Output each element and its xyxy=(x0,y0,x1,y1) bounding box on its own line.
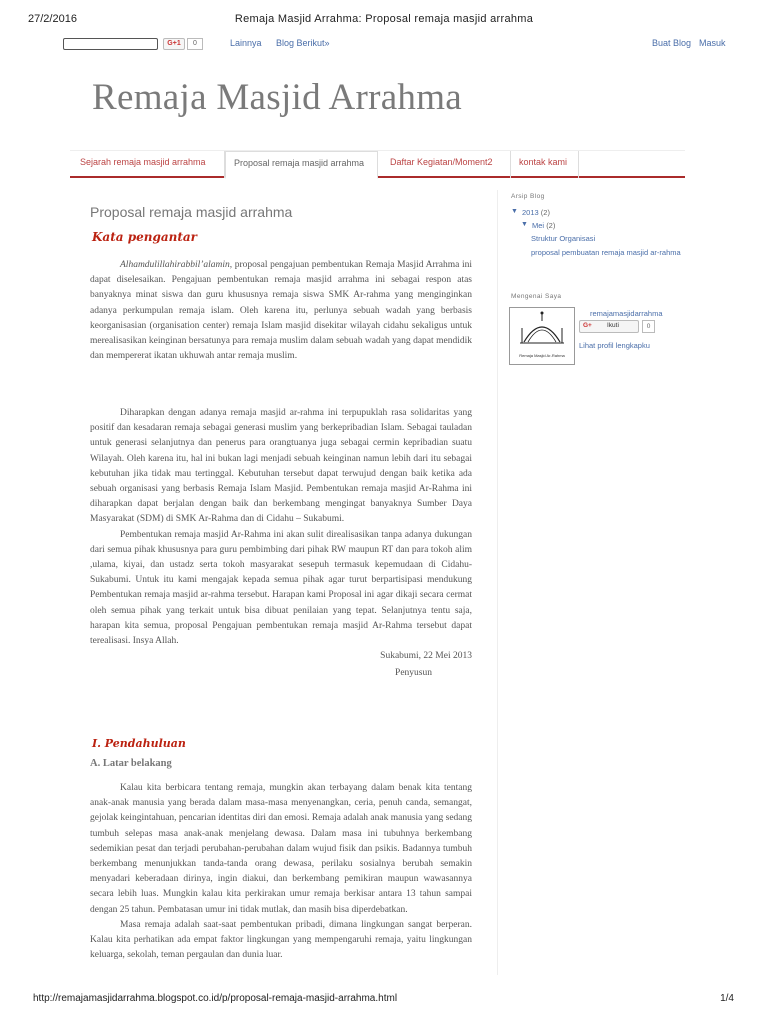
tab-proposal[interactable]: Proposal remaja masjid arrahma xyxy=(225,151,378,179)
archive-post-proposal[interactable]: proposal pembuatan remaja masjid ar-rahma xyxy=(531,248,681,257)
print-header xyxy=(0,13,768,27)
post-body-pendahuluan xyxy=(90,781,472,963)
more-link[interactable]: Lainnya xyxy=(230,38,262,48)
gplus-follow-icon: G+ xyxy=(583,322,592,329)
archive-year-count: (2) xyxy=(540,208,550,217)
archive-year-link[interactable] xyxy=(522,208,550,217)
expand-year-icon[interactable]: ▼ xyxy=(511,208,518,215)
paragraph-2: Diharapkan dengan adanya remaja masjid ar-rahma ini terpupuklah rasa solidaritas yang positif dan kesadaran remaja sebagai generasi muslim yang berkepribadian Islam. Sebagai tauladan untuk generasi selanjutnya dan penerus para orangtuanya juga sebagai cermin kepribadian suatu Wilayah. Oleh karena itu, hal ini bukan lagi menjadi sebuah keinginan namun lebih dari itu sebagai kebutuhan jika tidak mau tertinggal. Kebutuhan tersebut dapat terwujud dengan baik ketika ada sebuah organisasi yang berbasis Remaja Islam Masjid. Pembentukan remaja masjid Ar-Rahma ini diharapkan dapat berjalan dengan baik dan berkembang mengingat banyaknya Sumber Daya Masyarakat (SDM) di SMK Ar-Rahma dan di Cidahu – Sukabumi. xyxy=(90,408,472,525)
follow-button[interactable] xyxy=(579,320,639,333)
archive-month-count: (2) xyxy=(546,221,556,230)
next-blog-link[interactable]: Blog Berikut» xyxy=(276,38,330,48)
heading-pendahuluan: I. Pendahuluan xyxy=(92,737,186,750)
paragraph-4: Kalau kita berbicara tentang remaja, mungkin akan terbayang dalam benak kita tentang anak-anak manusia yang berada dalam masa-masa menyenangkan, ceria, penuh canda, semangat, gejolak keingintahuan, pencarian identitas diri dan emosi. Remaja adalah anak manusia yang sedang tumbuh selepas masa anak-anak menjelang dewasa. Dalam masa ini tubuhnya berkembang sedemikian pesat dan terjadi perubahan-perubahan dalam wujud fisik dan psikis. Badannya tumbuh berkembang menunjukkan tanda-tanda orang dewasa, perilaku sosialnya berubah semakin menyadari keberadaan dirinya, ingin diakui, dan berkembang pemikiran maupun wawasannya secara lebih luas. Mungkin kalau kita perkirakan umur remaja berkisar antara 13 tahun sampai dengan 25 tahun. Pembatasan umur ini tidak mutlak, dan masih bisa diperdebatkan. xyxy=(90,783,472,915)
archive-month[interactable]: Mei xyxy=(532,221,545,230)
paragraph-intro xyxy=(90,258,472,364)
tab-kegiatan[interactable]: Daftar Kegiatan/Moment2 xyxy=(378,151,511,178)
archive-month-link[interactable] xyxy=(532,221,555,230)
subheading-latar-belakang: A. Latar belakang xyxy=(90,758,172,769)
print-url: http://remajamasjidarrahma.blogspot.co.id/p/proposal-remaja-masjid-arrahma.html xyxy=(33,993,398,1004)
print-page-number: 1/4 xyxy=(720,993,734,1004)
tab-kontak[interactable]: kontak kami xyxy=(511,151,579,178)
logo-caption: Remaja Masjid Ar-Rahma xyxy=(519,353,565,358)
archive-heading: Arsip Blog xyxy=(511,193,545,200)
blog-title[interactable]: Remaja Masjid Arrahma xyxy=(92,77,463,118)
search-input[interactable] xyxy=(63,38,158,50)
sidebar-divider xyxy=(497,190,498,975)
profile-name-link[interactable]: remajamasjidarrahma xyxy=(590,309,663,318)
signer: Penyusun xyxy=(395,668,432,679)
expand-month-icon[interactable]: ▼ xyxy=(521,221,528,228)
create-blog-link[interactable]: Buat Blog xyxy=(652,38,692,48)
print-footer xyxy=(0,993,768,1007)
paragraph-intro-text: proposal pengajuan pembentukan Remaja Masjid Arrahma ini dapat diselesaikan. Pengajuan pembentukan remaja masjid arrahma ini sebagai respon atas banyaknya minat siswa dan guru khususnya remaja siswa SMK Ar-rahma yang menginginkan adanya perkumpulan remaja islam. Oleh karena itu, perlunya sebuah wadah yang berbasis keorganisasian (organisation center) remaja Islam masjid disekitar wilayah cidahu sekaligus untuk merealisasikan keinginan bersatunya para remaja muslim dalam sebuah wadah yang dapat mendidik dan mempererat ikatan ukhuwah antar remaja muslim. xyxy=(90,260,472,362)
gplus-count: 0 xyxy=(187,38,203,50)
paragraph-intro-italic: Alhamdulillahirabbil’alamin, xyxy=(120,260,233,270)
gplus-button[interactable]: G+1 xyxy=(163,38,185,50)
blogger-navbar xyxy=(60,36,736,52)
paragraph-5: Masa remaja adalah saat-saat pembentukan pribadi, dimana lingkungan sangat berperan. Kalau kita perhatikan ada empat faktor lingkungan yang mempengaruhi remaja, yaitu lingkungan keluarga, sekolah, teman pergaulan dan dunia luar. xyxy=(90,919,472,961)
post-body-main xyxy=(90,406,472,682)
heading-kata-pengantar: Kata pengantar xyxy=(92,230,197,244)
view-profile-link[interactable]: Lihat profil lengkapku xyxy=(579,341,650,350)
tab-sejarah[interactable]: Sejarah remaja masjid arrahma xyxy=(70,151,225,178)
post-body-intro xyxy=(90,258,472,364)
page-tabs xyxy=(70,150,685,178)
follow-count: 0 xyxy=(642,320,655,333)
sign-in-link[interactable]: Masuk xyxy=(699,38,726,48)
print-title: Remaja Masjid Arrahma: Proposal remaja masjid arrahma xyxy=(234,13,534,25)
paragraph-3: Pembentukan remaja masjid Ar-Rahma ini akan sulit direalisasikan tanpa adanya dukungan dari semua pihak khususnya para guru pembimbing dari pihak RW maupun RT dan para tokoh alim ,ulama, kiyai, dan ustadz serta tokoh masyarakat sesepuh termasuk kepemudaan di Cidahu-Sukabumi. Untuk itu kami mengajak kepada semua pihak agar turut berpartisipasi mendukung Pembentukan remaja masjid ar-rahma tersebut. Harapan kami Proposal ini agar dikaji secara cermat oleh semua pihak yang terkait untuk bisa dibuat penilaian yang tepat. Selanjutnya tentu saja, harapan kita semua, proposal Pengajuan pembentukan remaja masjid Ar-Rahma tersebut dapat terealisasi. Insya Allah. xyxy=(90,529,472,647)
about-heading: Mengenai Saya xyxy=(511,293,562,300)
archive-year[interactable]: 2013 xyxy=(522,208,539,217)
print-date: 27/2/2016 xyxy=(28,13,77,25)
follow-label: Ikuti xyxy=(607,322,619,329)
post-title: Proposal remaja masjid arrahma xyxy=(90,204,293,220)
archive-post-struktur[interactable]: Struktur Organisasi xyxy=(531,234,596,243)
place-date: Sukabumi, 22 Mei 2013 xyxy=(380,651,472,662)
